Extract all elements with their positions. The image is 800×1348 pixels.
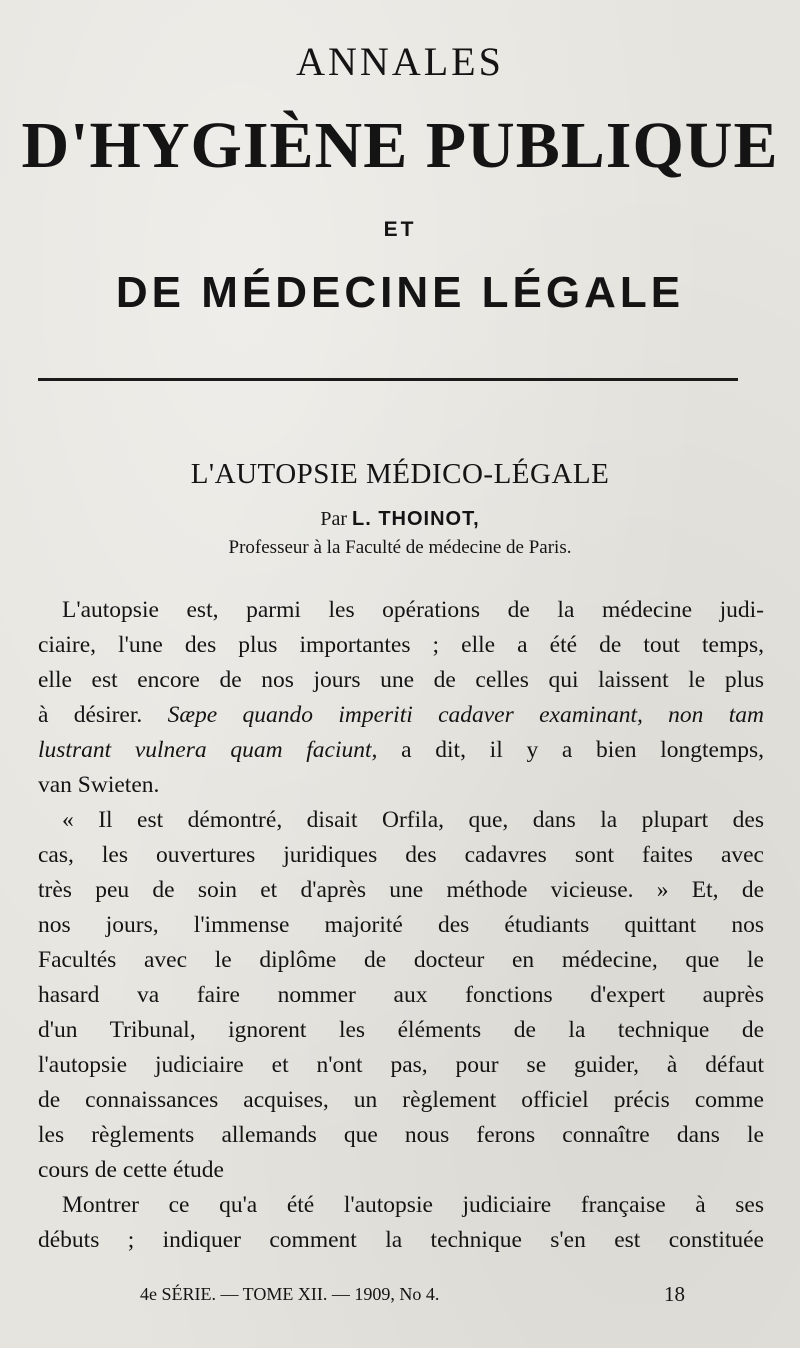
body-line: débuts ; indiquer comment la technique s'en est constituée <box>38 1227 764 1253</box>
body-line: Montrer ce qu'a été l'autopsie judiciaire française à ses <box>62 1192 764 1218</box>
author-affiliation: Professeur à la Faculté de médecine de Paris. <box>228 537 572 558</box>
body-line: van Swieten. <box>38 772 160 798</box>
header-rule <box>38 378 738 381</box>
latin-quote-part1: Sæpe quando imperiti cadaver examinant, non tam <box>167 702 764 728</box>
byline <box>0 508 800 531</box>
body-line-start: à désirer. <box>38 702 143 728</box>
journal-title-et: ET <box>383 218 417 241</box>
body-line: ciaire, l'une des plus importantes ; elle a été de tout temps, <box>38 632 764 658</box>
body-line-with-quote <box>38 733 764 768</box>
body-line: « Il est démontré, disait Orfila, que, dans la plupart des <box>62 807 764 833</box>
journal-title-medecine: DE MÉDECINE LÉGALE <box>115 268 685 317</box>
body-line-with-quote <box>38 698 764 733</box>
body-line: L'autopsie est, parmi les opérations de la médecine judi- <box>62 597 764 623</box>
article-title: L'AUTOPSIE MÉDICO-LÉGALE <box>190 458 610 490</box>
body-line: elle est encore de nos jours une de celles qui laissent le plus <box>38 667 764 693</box>
series-info: 4e SÉRIE. — TOME XII. — 1909, No 4. <box>140 1284 440 1304</box>
body-line: de connaissances acquises, un règlement officiel précis comme <box>38 1087 764 1113</box>
body-line: Facultés avec le diplôme de docteur en médecine, que le <box>38 947 764 973</box>
body-line: l'autopsie judiciaire et n'ont pas, pour se guider, à défaut <box>38 1052 764 1078</box>
body-line: d'un Tribunal, ignorent les éléments de la technique de <box>38 1017 764 1043</box>
body-line-end: a dit, il y a bien longtemps, <box>401 737 765 763</box>
author-name: L. THOINOT, <box>352 508 480 530</box>
page-number: 18 <box>664 1282 685 1306</box>
journal-title-hygiene: D'HYGIÈNE PUBLIQUE <box>21 109 779 182</box>
journal-title-annales: ANNALES <box>296 39 504 84</box>
body-line: hasard va faire nommer aux fonctions d'expert auprès <box>38 982 764 1008</box>
body-line: les règlements allemands que nous ferons connaître dans le <box>38 1122 764 1148</box>
byline-prefix: Par <box>320 508 347 530</box>
body-line: cas, les ouvertures juridiques des cadavres sont faites avec <box>38 842 764 868</box>
latin-quote-part2: lustrant vulnera quam faciunt, <box>38 737 378 763</box>
page-footer <box>140 1281 685 1307</box>
body-line: très peu de soin et d'après une méthode vicieuse. » Et, de <box>38 877 764 903</box>
article-body <box>38 593 764 1258</box>
body-line: cours de cette étude <box>38 1157 224 1183</box>
body-line: nos jours, l'immense majorité des étudiants quittant nos <box>38 912 764 938</box>
